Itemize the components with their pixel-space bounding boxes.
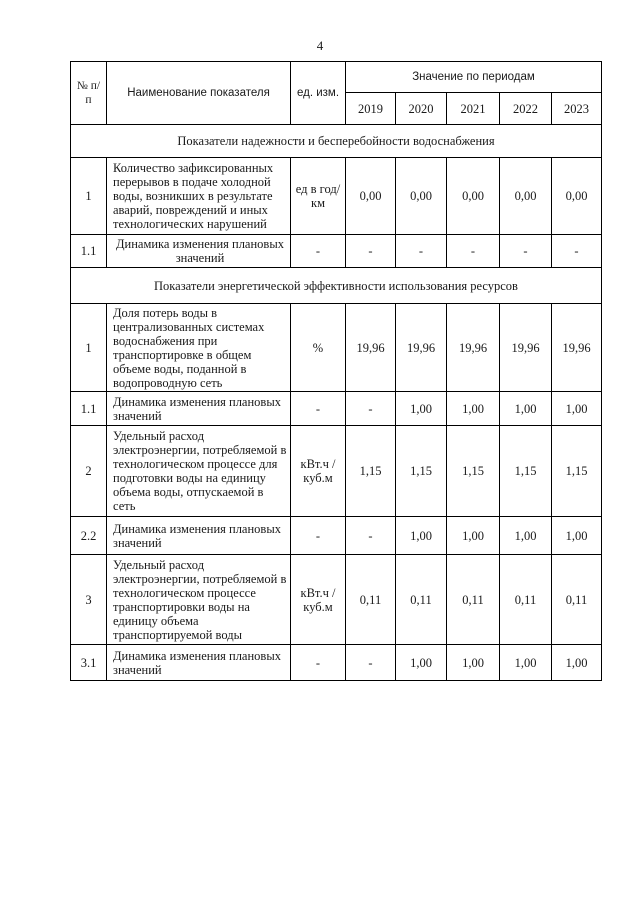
value-2023: 1,15 xyxy=(552,426,602,517)
table-row xyxy=(71,555,602,645)
value-2022: 19,96 xyxy=(500,304,552,392)
value-2023: 1,00 xyxy=(552,392,602,426)
row-unit: % xyxy=(291,304,346,392)
row-num: 2 xyxy=(71,426,107,517)
table-row xyxy=(71,517,602,555)
value-2021: 1,15 xyxy=(447,426,500,517)
row-unit: - xyxy=(291,645,346,681)
section-reliability xyxy=(71,125,602,158)
table-row xyxy=(71,158,602,235)
value-2022: 1,00 xyxy=(500,517,552,555)
value-2023: 0,11 xyxy=(552,555,602,645)
value-2019: 0,11 xyxy=(346,555,396,645)
value-2022: 1,00 xyxy=(500,645,552,681)
value-2020: 1,00 xyxy=(396,392,447,426)
value-2023: 1,00 xyxy=(552,517,602,555)
row-unit: - xyxy=(291,392,346,426)
row-num: 3.1 xyxy=(71,645,107,681)
value-2021: 1,00 xyxy=(447,392,500,426)
row-name: Динамика изменения плановых значений xyxy=(107,517,291,555)
row-name: Доля потерь воды в централизованных системах водоснабжения при транспортировке в общем объеме воды, поданной в водопроводную сеть xyxy=(107,304,291,392)
value-2019: - xyxy=(346,517,396,555)
value-2021: - xyxy=(447,235,500,268)
value-2022: 1,15 xyxy=(500,426,552,517)
year-2021: 2021 xyxy=(447,93,500,125)
row-unit: кВт.ч / куб.м xyxy=(291,426,346,517)
row-name: Удельный расход электроэнергии, потребляемой в технологическом процессе транспортировки воды на единицу объема транспортируемой воды xyxy=(107,555,291,645)
value-2022: - xyxy=(500,235,552,268)
section-title: Показатели надежности и бесперебойности водоснабжения xyxy=(71,125,602,158)
table-row xyxy=(71,235,602,268)
row-name: Динамика изменения плановых значений xyxy=(107,235,291,268)
header-unit: ед. изм. xyxy=(291,62,346,125)
row-num: 1 xyxy=(71,158,107,235)
value-2023: 0,00 xyxy=(552,158,602,235)
header-num: № п/п xyxy=(71,62,107,125)
value-2023: 1,00 xyxy=(552,645,602,681)
value-2020: - xyxy=(396,235,447,268)
indicators-table xyxy=(70,61,602,681)
row-name: Динамика изменения плановых значений xyxy=(107,645,291,681)
value-2019: 19,96 xyxy=(346,304,396,392)
row-num: 1 xyxy=(71,304,107,392)
page-number: 4 xyxy=(316,38,324,53)
value-2020: 1,00 xyxy=(396,645,447,681)
row-unit: кВт.ч / куб.м xyxy=(291,555,346,645)
row-name: Динамика изменения плановых значений xyxy=(107,392,291,426)
table-row xyxy=(71,392,602,426)
header-row-1 xyxy=(71,62,602,93)
row-unit: - xyxy=(291,235,346,268)
value-2021: 0,11 xyxy=(447,555,500,645)
value-2020: 19,96 xyxy=(396,304,447,392)
value-2022: 0,00 xyxy=(500,158,552,235)
value-2023: - xyxy=(552,235,602,268)
row-unit: - xyxy=(291,517,346,555)
value-2019: - xyxy=(346,235,396,268)
row-num: 3 xyxy=(71,555,107,645)
year-2020: 2020 xyxy=(396,93,447,125)
value-2021: 1,00 xyxy=(447,517,500,555)
row-name: Количество зафиксированных перерывов в подаче холодной воды, возникших в результате аварий, повреждений и иных технологических нарушений xyxy=(107,158,291,235)
value-2020: 1,15 xyxy=(396,426,447,517)
value-2019: - xyxy=(346,645,396,681)
table-row xyxy=(71,304,602,392)
value-2020: 0,00 xyxy=(396,158,447,235)
value-2019: 0,00 xyxy=(346,158,396,235)
section-energy-efficiency xyxy=(71,268,602,304)
year-2022: 2022 xyxy=(500,93,552,125)
value-2022: 1,00 xyxy=(500,392,552,426)
year-2019: 2019 xyxy=(346,93,396,125)
row-num: 2.2 xyxy=(71,517,107,555)
row-name: Удельный расход электроэнергии, потребляемой в технологическом процессе для подготовки воды на единицу объема воды, отпускаемой в сеть xyxy=(107,426,291,517)
value-2022: 0,11 xyxy=(500,555,552,645)
value-2020: 1,00 xyxy=(396,517,447,555)
value-2021: 19,96 xyxy=(447,304,500,392)
row-num: 1.1 xyxy=(71,392,107,426)
year-2023: 2023 xyxy=(552,93,602,125)
value-2019: 1,15 xyxy=(346,426,396,517)
value-2021: 1,00 xyxy=(447,645,500,681)
section-title: Показатели энергетической эффективности использования ресурсов xyxy=(71,268,602,304)
row-num: 1.1 xyxy=(71,235,107,268)
table-row xyxy=(71,426,602,517)
row-unit: ед в год/ км xyxy=(291,158,346,235)
value-2019: - xyxy=(346,392,396,426)
value-2020: 0,11 xyxy=(396,555,447,645)
header-name: Наименование показателя xyxy=(107,62,291,125)
header-periods: Значение по периодам xyxy=(346,62,602,93)
value-2023: 19,96 xyxy=(552,304,602,392)
value-2021: 0,00 xyxy=(447,158,500,235)
table-row xyxy=(71,645,602,681)
